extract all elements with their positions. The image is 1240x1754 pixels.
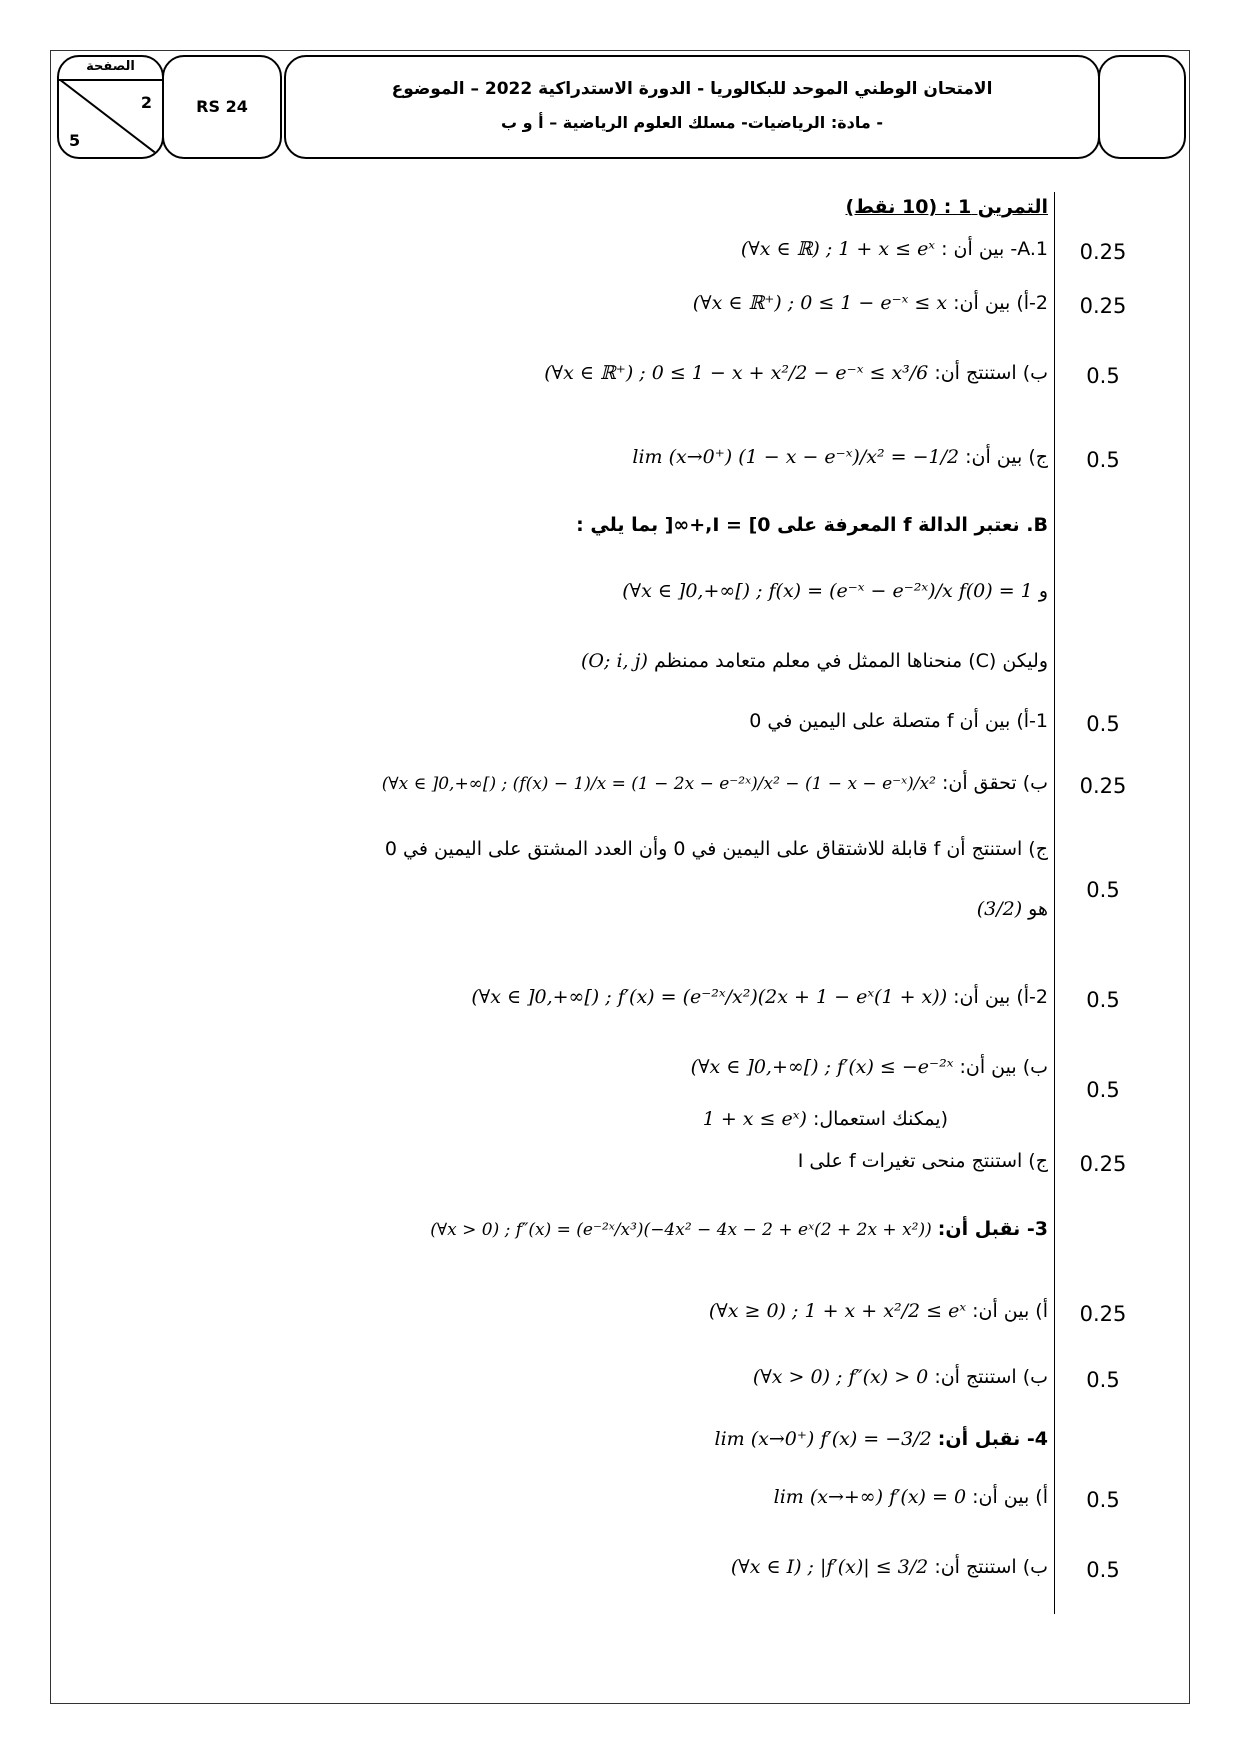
points-b2a: 0.5 <box>1086 988 1120 1012</box>
exercise-title: التمرين 1 : (10 نقط) <box>845 196 1048 218</box>
item-b4a <box>774 1486 1048 1508</box>
item-b1c-value-math: (3/2) <box>976 898 1023 920</box>
item-b1c-value-label: هو <box>1028 898 1048 920</box>
item-a2b <box>544 362 1048 384</box>
points-b1c: 0.5 <box>1086 878 1120 902</box>
item-b1a <box>749 710 1048 732</box>
item-b1b-label: ب) تحقق أن: <box>941 772 1048 794</box>
item-b4a-math: lim (x→+∞) f′(x) = 0 <box>773 1486 967 1508</box>
points-b1b: 0.25 <box>1079 774 1127 798</box>
item-b3 <box>430 1218 1048 1240</box>
item-b-definition-math: (∀x ∈ ]0,+∞[) ; f(x) = (e⁻ˣ − e⁻²ˣ)/x f(0) = 1 <box>622 580 1033 602</box>
item-a1-label: A.1- بين أن : <box>941 238 1048 260</box>
item-a2b-label: ب) استنتج أن: <box>934 362 1048 384</box>
item-b3a-math: (∀x ≥ 0) ; 1 + x + x²/2 ≤ eˣ <box>708 1300 967 1322</box>
item-a2a <box>693 292 1048 314</box>
item-b4-label: 4- نقبل أن: <box>937 1428 1048 1450</box>
item-b4b-math: (∀x ∈ I) ; |f′(x)| ≤ 3/2 <box>730 1556 929 1578</box>
item-b1c <box>385 838 1048 860</box>
item-b2b-hint <box>703 1108 948 1130</box>
points-b3a: 0.25 <box>1079 1302 1127 1326</box>
item-b-intro-label: B. نعتبر الدالة f المعرفة على I = [0,+∞[ بما يلي : <box>576 514 1048 536</box>
item-a2c-math: lim (x→0⁺) (1 − x − e⁻ˣ)/x² = −1/2 <box>632 446 960 468</box>
item-b-curve-math: (O; i, j) <box>581 650 648 672</box>
points-a2b: 0.5 <box>1086 364 1120 388</box>
item-b2b <box>691 1056 1048 1078</box>
item-b2c <box>798 1150 1048 1172</box>
item-b1c-label: ج) استنتج أن f قابلة للاشتقاق على اليمين في 0 وأن العدد المشتق على اليمين في 0 <box>384 838 1048 860</box>
item-b1b-math: (∀x ∈ ]0,+∞[) ; (f(x) − 1)/x = (1 − 2x − e⁻²ˣ)/x² − (1 − x − e⁻ˣ)/x² <box>381 774 936 794</box>
item-a2c <box>632 446 1048 468</box>
points-column-divider <box>1054 192 1055 1614</box>
page-total: 5 <box>69 131 81 150</box>
header-title-line1: الامتحان الوطني الموحد للبكالوريا - الدورة الاستدراكية 2022 – الموضوع <box>391 79 993 99</box>
exam-code: RS 24 <box>196 97 248 116</box>
item-b3a <box>709 1300 1048 1322</box>
header-right-box <box>1098 55 1186 159</box>
item-a1-math: (∀x ∈ ℝ) ; 1 + x ≤ eˣ <box>740 238 936 260</box>
item-b3-label: 3- نقبل أن: <box>937 1218 1048 1240</box>
item-b4-math: lim (x→0⁺) f′(x) = −3/2 <box>714 1428 932 1450</box>
page-number: 2 <box>140 93 152 112</box>
item-b1b <box>382 772 1048 794</box>
item-b2c-label: ج) استنتج منحى تغيرات f على I <box>797 1150 1048 1172</box>
item-b3b-label: ب) استنتج أن: <box>934 1366 1048 1388</box>
points-a2c: 0.5 <box>1086 448 1120 472</box>
points-b4a: 0.5 <box>1086 1488 1120 1512</box>
item-b-curve-label: وليكن (C) منحناها الممثل في معلم متعامد ممنظم <box>653 650 1048 672</box>
item-b-definition <box>622 580 1048 602</box>
item-b4a-label: أ) بين أن: <box>972 1486 1048 1508</box>
item-b2a <box>471 986 1048 1008</box>
item-b3a-label: أ) بين أن: <box>972 1300 1048 1322</box>
item-b3-math: (∀x > 0) ; f″(x) = (e⁻²ˣ/x³)(−4x² − 4x − 2 + eˣ(2 + 2x + x²)) <box>430 1220 932 1240</box>
points-b3b: 0.5 <box>1086 1368 1120 1392</box>
item-b2b-hint-math: 1 + x ≤ eˣ) <box>702 1108 807 1130</box>
item-b1c-value <box>977 898 1048 920</box>
item-b-intro <box>576 514 1048 536</box>
item-b4 <box>715 1428 1048 1450</box>
page-label: الصفحة <box>59 57 162 81</box>
exam-code-box <box>162 55 282 159</box>
points-b2c: 0.25 <box>1079 1152 1127 1176</box>
item-a2b-math: (∀x ∈ ℝ⁺) ; 0 ≤ 1 − x + x²/2 − e⁻ˣ ≤ x³/6 <box>544 362 929 384</box>
item-b1a-label: 1-أ) بين أن f متصلة على اليمين في 0 <box>749 710 1048 732</box>
header-title-line2: - مادة: الرياضيات- مسلك العلوم الرياضية – أ و ب <box>500 113 883 132</box>
points-a2a: 0.25 <box>1079 294 1127 318</box>
points-b2b: 0.5 <box>1086 1078 1120 1102</box>
item-b2b-label: ب) بين أن: <box>959 1056 1048 1078</box>
item-b4b-label: ب) استنتج أن: <box>934 1556 1048 1578</box>
item-b2a-label: 2-أ) بين أن: <box>953 986 1048 1008</box>
item-b4b <box>731 1556 1048 1578</box>
points-b4b: 0.5 <box>1086 1558 1120 1582</box>
item-b3b-math: (∀x > 0) ; f″(x) > 0 <box>752 1366 929 1388</box>
item-b-curve <box>581 650 1048 672</box>
header-title-box <box>284 55 1100 159</box>
page-number-box <box>57 55 164 159</box>
points-b1a: 0.5 <box>1086 712 1120 736</box>
item-a1 <box>741 238 1048 260</box>
item-b2b-math: (∀x ∈ ]0,+∞[) ; f′(x) ≤ −e⁻²ˣ <box>690 1056 954 1078</box>
item-b2a-math: (∀x ∈ ]0,+∞[) ; f′(x) = (e⁻²ˣ/x²)(2x + 1 − eˣ(1 + x)) <box>471 986 948 1008</box>
item-a2a-math: (∀x ∈ ℝ⁺) ; 0 ≤ 1 − e⁻ˣ ≤ x <box>692 292 948 314</box>
item-a2a-label: 2-أ) بين أن: <box>953 292 1048 314</box>
item-b-definition-label: و <box>1038 580 1048 602</box>
points-a1: 0.25 <box>1079 240 1127 264</box>
item-b3b <box>753 1366 1048 1388</box>
item-b2b-hint-label: (يمكنك استعمال: <box>812 1108 948 1130</box>
item-a2c-label: ج) بين أن: <box>965 446 1048 468</box>
